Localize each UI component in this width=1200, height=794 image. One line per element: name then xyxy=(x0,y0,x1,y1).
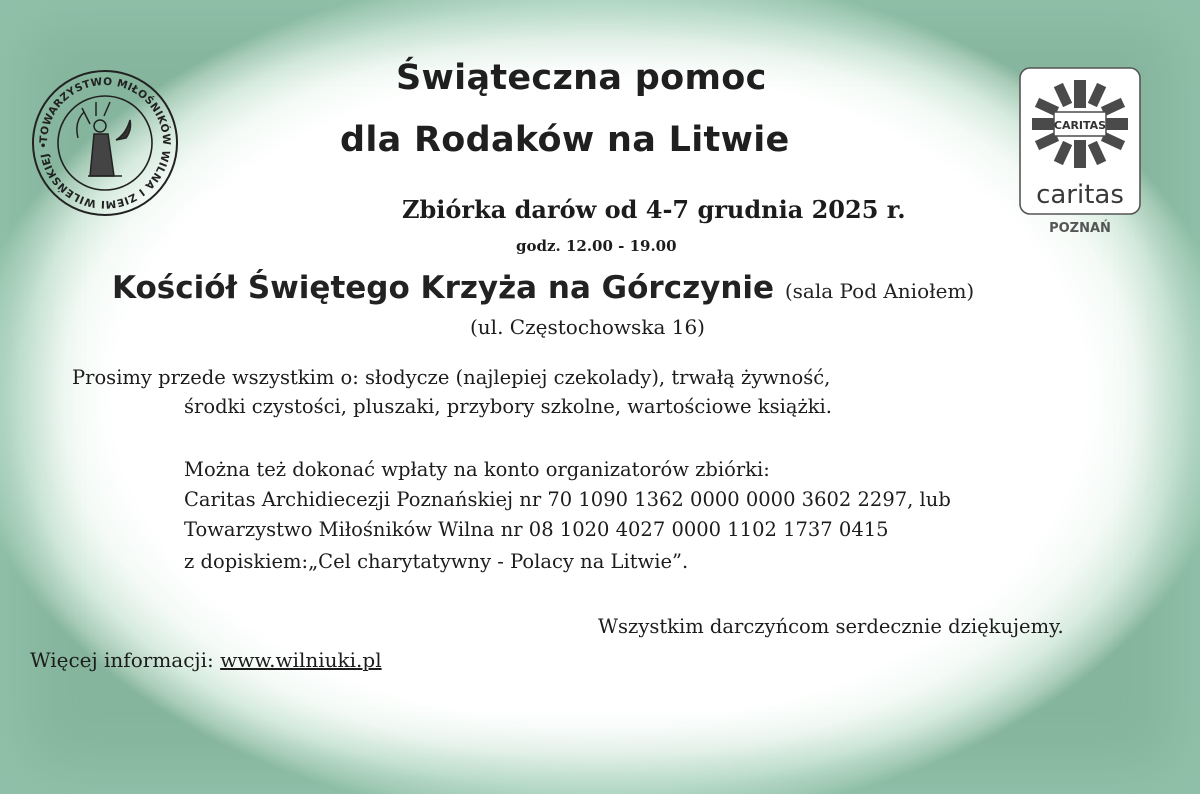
title-line-1: Świąteczna pomoc xyxy=(396,58,767,98)
saint-figure-icon xyxy=(77,102,131,176)
requests-line-1: Prosimy przede wszystkim o: słodycze (najlepiej czekolady), trwałą żywność, xyxy=(72,366,831,389)
caritas-cross-text: CARITAS xyxy=(1053,119,1107,132)
more-info-label: Więcej informacji: xyxy=(30,648,214,672)
collection-dates: Zbiórka darów od 4-7 grudnia 2025 r. xyxy=(402,195,906,224)
tmw-bank-account: Towarzystwo Miłośników Wilna nr 08 1020 4027 0000 1102 1737 0415 xyxy=(184,518,889,541)
requests-line-2: środki czystości, pluszaki, przybory szkolne, wartościowe książki. xyxy=(184,395,832,418)
caritas-name: caritas xyxy=(1036,180,1124,210)
more-info xyxy=(30,648,382,672)
caritas-logo xyxy=(1018,66,1142,238)
church-room: (sala Pod Aniołem) xyxy=(784,279,975,303)
tmw-seal-logo xyxy=(30,68,180,218)
website-link[interactable]: www.wilniuki.pl xyxy=(220,648,382,672)
seal-ring-text: TOWARZYSTWO MIŁOŚNIKÓW WILNA I ZIEMI WILEŃSKIEJ • xyxy=(37,75,173,211)
title-line-2: dla Rodaków na Litwie xyxy=(340,120,790,160)
collection-hours: godz. 12.00 - 19.00 xyxy=(516,237,677,255)
thanks-message: Wszystkim darczyńcom serdecznie dziękujemy. xyxy=(598,615,1064,638)
church-location xyxy=(112,270,974,306)
payment-note: z dopiskiem:„Cel charytatywny - Polacy na Litwie”. xyxy=(184,550,689,573)
church-address: (ul. Częstochowska 16) xyxy=(470,315,705,339)
payment-intro: Można też dokonać wpłaty na konto organizatorów zbiórki: xyxy=(184,458,770,481)
church-name: Kościół Świętego Krzyża na Górczynie xyxy=(112,270,775,306)
caritas-city: POZNAŃ xyxy=(1049,221,1111,236)
caritas-bank-account: Caritas Archidiecezji Poznańskiej nr 70 1090 1362 0000 0000 3602 2297, lub xyxy=(184,488,951,511)
